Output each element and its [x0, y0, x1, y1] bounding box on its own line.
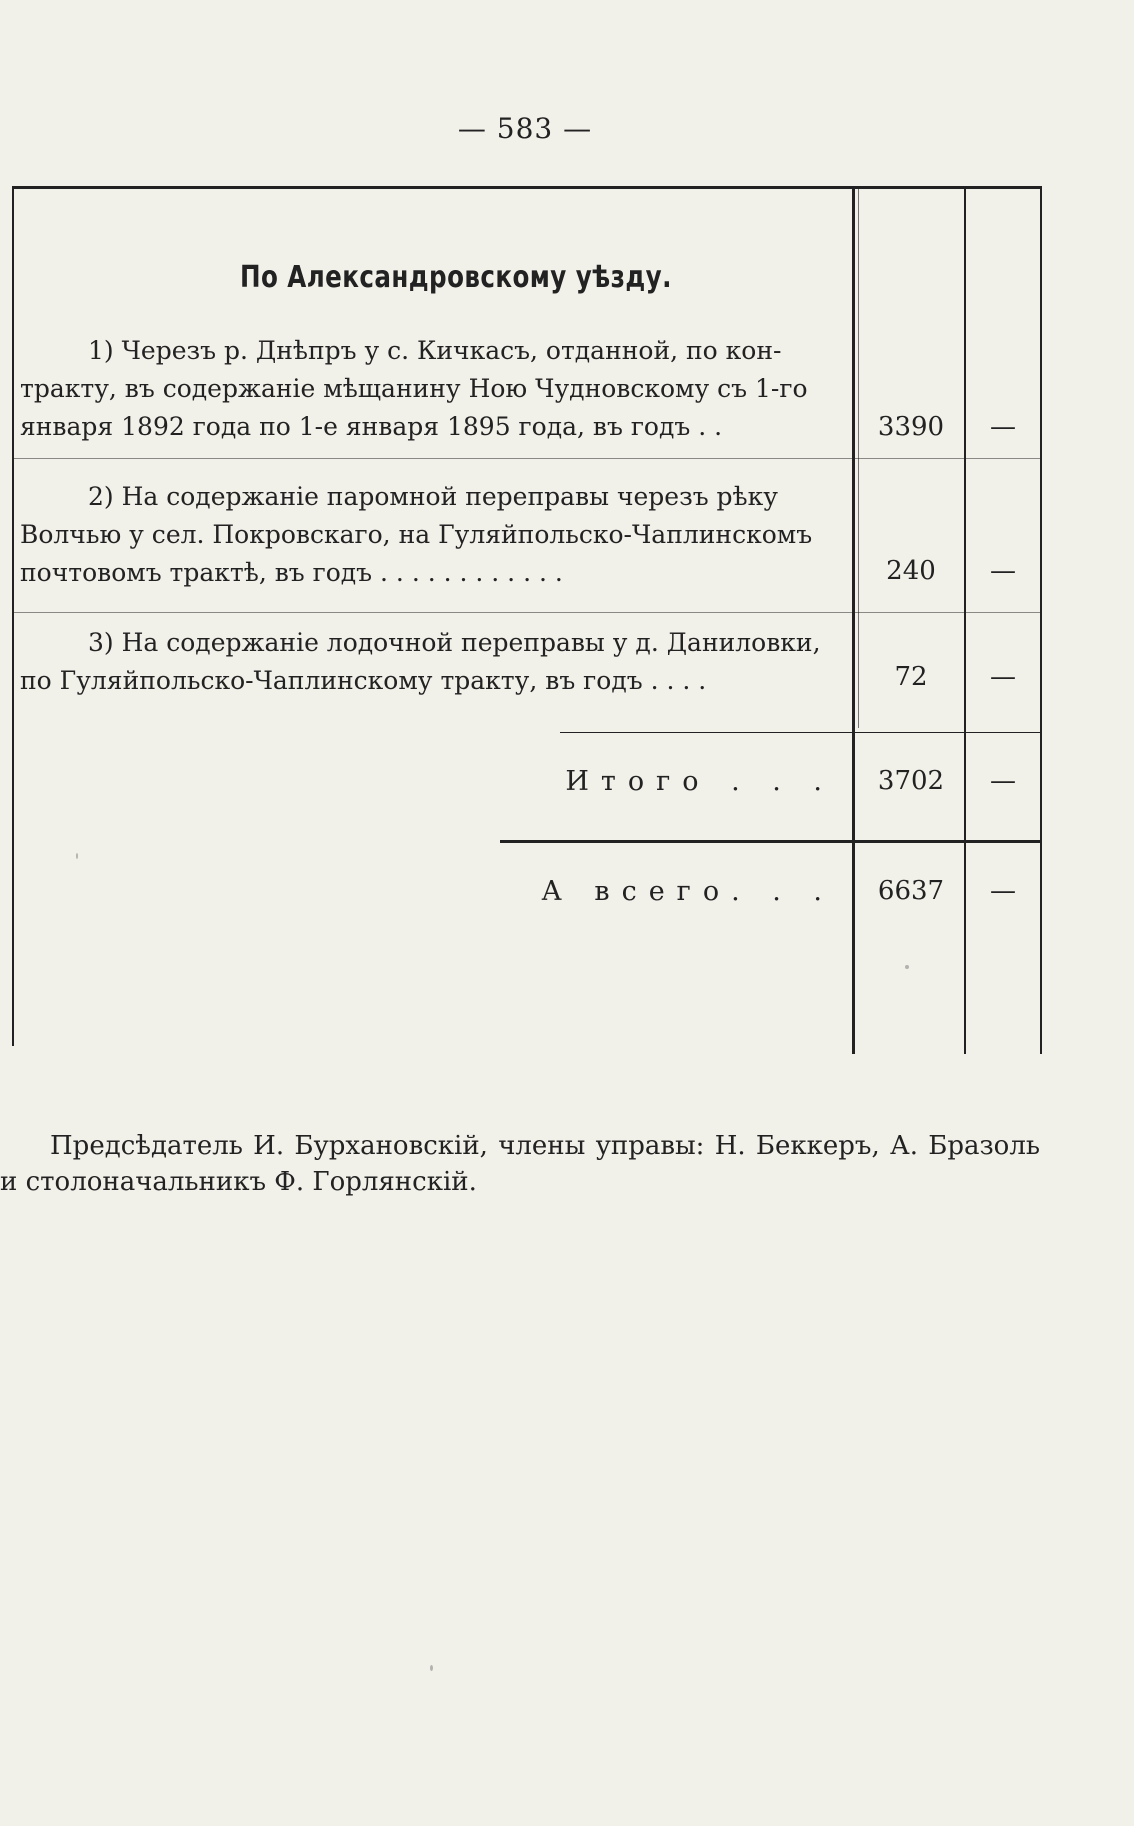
table-left-rule	[12, 188, 14, 1046]
entry-line: 2) На содержаніе паромной переправы черезъ рѣку	[88, 482, 778, 511]
kopeck-column-rule	[964, 188, 966, 1054]
vsego-amount: 6637	[877, 876, 945, 906]
signature-line-2: и столоначальникъ Ф. Горлянскій.	[0, 1167, 477, 1197]
vsego-rule	[500, 840, 1040, 843]
paper-speck	[430, 1665, 433, 1671]
entry-1-kopecks: —	[990, 412, 1016, 442]
paper-speck	[905, 965, 909, 969]
entry-2-kopecks: —	[990, 556, 1016, 586]
row-separator-2	[12, 612, 1040, 613]
entry-2-text	[20, 478, 836, 592]
entry-line: тракту, въ содержаніе мѣщанину Ною Чудновскому съ 1-го	[20, 374, 808, 403]
page-number: — 583 —	[457, 112, 593, 145]
entry-1-text	[20, 332, 836, 446]
entry-3-amount: 72	[894, 662, 928, 692]
entry-line: января 1892 года по 1-е января 1895 года, въ годъ . .	[20, 412, 723, 441]
entry-line: Волчью у сел. Покровскаго, на Гуляйпольско-Чаплинскомъ	[20, 520, 813, 549]
paper-speck	[76, 853, 78, 859]
vsego-label: А всего. . .	[541, 876, 834, 907]
entry-3-text	[20, 624, 836, 700]
entry-line: 1) Черезъ р. Днѣпръ у с. Кичкасъ, отданной, по кон-	[88, 336, 782, 365]
itogo-amount: 3702	[877, 766, 945, 796]
entry-1-amount: 3390	[877, 412, 945, 442]
section-heading: По Александровскому уѣзду.	[240, 260, 672, 295]
signature-block	[0, 1128, 1040, 1200]
entry-line: по Гуляйпольско-Чаплинскому тракту, въ годъ . . . .	[20, 666, 707, 695]
entry-3-kopecks: —	[990, 662, 1016, 692]
table-top-rule	[12, 186, 1042, 189]
entry-2-amount: 240	[886, 556, 936, 586]
entry-line: 3) На содержаніе лодочной переправы у д. Даниловки,	[88, 628, 821, 657]
signature-line-1: Предсѣдатель И. Бурхановскій, члены управы: Н. Беккеръ, А. Бразоль	[50, 1131, 1040, 1161]
itogo-kopecks: —	[990, 766, 1016, 796]
entry-line: почтовомъ трактѣ, въ годъ . . . . . . . . . . . .	[20, 558, 563, 587]
table-right-rule	[1040, 188, 1042, 1054]
amount-column-rule-left	[852, 188, 855, 1054]
vsego-kopecks: —	[990, 876, 1016, 906]
itogo-rule	[560, 732, 1040, 733]
itogo-label: Итого . . .	[565, 766, 834, 797]
row-separator-1	[12, 458, 1040, 459]
